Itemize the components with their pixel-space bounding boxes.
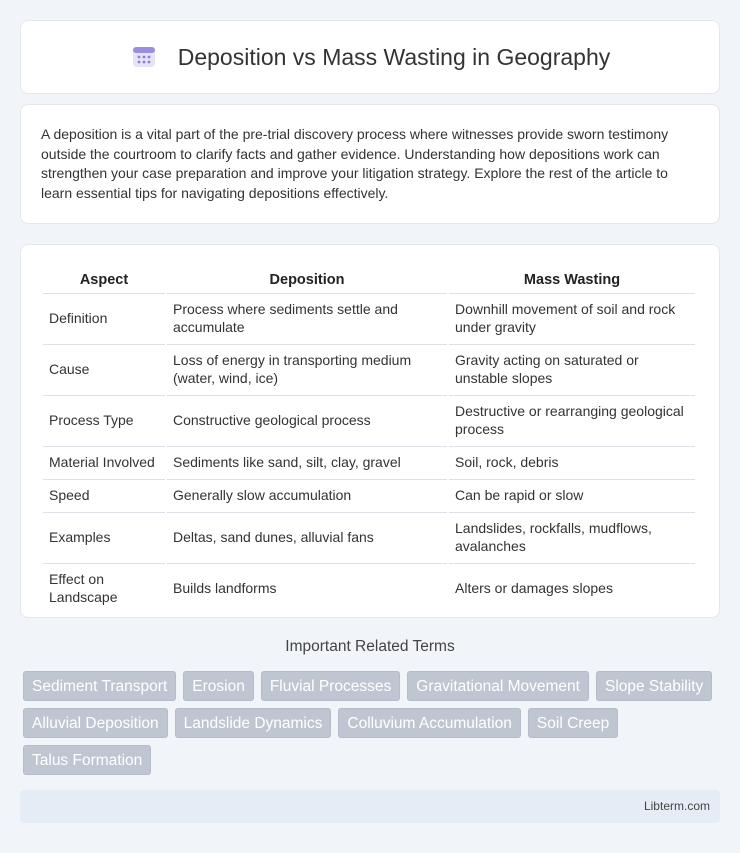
related-term-tag[interactable]: Talus Formation [23, 745, 151, 775]
column-header: Deposition [269, 272, 345, 288]
column-header: Aspect [79, 272, 129, 288]
table-cell: Material Involved [43, 446, 165, 477]
page-title: Deposition vs Mass Wasting in Geography [177, 43, 611, 70]
related-terms-title: Important Related Terms [285, 638, 455, 655]
related-term-tag[interactable]: Gravitational Movement [407, 671, 589, 701]
table-cell: Definition [43, 293, 165, 342]
calendar-grid-icon [130, 43, 158, 71]
related-term-tag[interactable]: Fluvial Processes [261, 671, 400, 701]
table-cell: Soil, rock, debris [449, 446, 695, 477]
table-header-row [43, 267, 695, 291]
table-cell: Process Type [43, 395, 165, 444]
table-row [43, 479, 695, 510]
table-cell: Downhill movement of soil and rock under gravity [449, 293, 695, 342]
comparison-section [20, 244, 720, 618]
table-cell: Deltas, sand dunes, alluvial fans [167, 512, 447, 561]
table-cell: Process where sediments settle and accumulate [167, 293, 447, 342]
table-cell: Can be rapid or slow [449, 479, 695, 510]
table-cell: Destructive or rearranging geological process [449, 395, 695, 444]
table-row [43, 344, 695, 393]
table-row [43, 395, 695, 444]
related-term-tag[interactable]: Colluvium Accumulation [338, 708, 521, 738]
table-cell: Builds landforms [167, 563, 447, 612]
table-cell: Generally slow accumulation [167, 479, 447, 510]
related-term-tag[interactable]: Soil Creep [528, 708, 618, 738]
table-cell: Alters or damages slopes [449, 563, 695, 612]
related-term-tag[interactable]: Landslide Dynamics [175, 708, 332, 738]
related-terms-list [23, 671, 723, 775]
table-row [43, 293, 695, 342]
table-row [43, 446, 695, 477]
table-cell: Speed [43, 479, 165, 510]
intro-section [20, 104, 720, 224]
related-term-tag[interactable]: Erosion [183, 671, 254, 701]
intro-text: A deposition is a vital part of the pre-trial discovery process where witnesses provide sworn testimony outside the courtroom to clarify facts and gather evidence. Understanding how depositions work can strengthen your case preparation and improve your litigation strategy. Explore the rest of the article to learn essential tips for navigating depositions effectively. [41, 126, 669, 201]
table-cell: Effect on Landscape [43, 563, 165, 612]
related-term-tag[interactable]: Sediment Transport [23, 671, 176, 701]
table-cell: Sediments like sand, silt, clay, gravel [167, 446, 447, 477]
comparison-table [41, 265, 697, 614]
related-term-tag[interactable]: Alluvial Deposition [23, 708, 168, 738]
table-cell: Cause [43, 344, 165, 393]
table-cell: Landslides, rockfalls, mudflows, avalanches [449, 512, 695, 561]
column-header: Mass Wasting [523, 272, 621, 288]
table-row [43, 563, 695, 612]
footer [20, 790, 720, 823]
page-header [20, 20, 720, 94]
footer-brand[interactable]: Libterm.com [643, 799, 710, 813]
table-cell: Gravity acting on saturated or unstable slopes [449, 344, 695, 393]
table-cell: Loss of energy in transporting medium (water, wind, ice) [167, 344, 447, 393]
table-cell: Constructive geological process [167, 395, 447, 444]
table-cell: Examples [43, 512, 165, 561]
table-row [43, 512, 695, 561]
related-term-tag[interactable]: Slope Stability [596, 671, 712, 701]
